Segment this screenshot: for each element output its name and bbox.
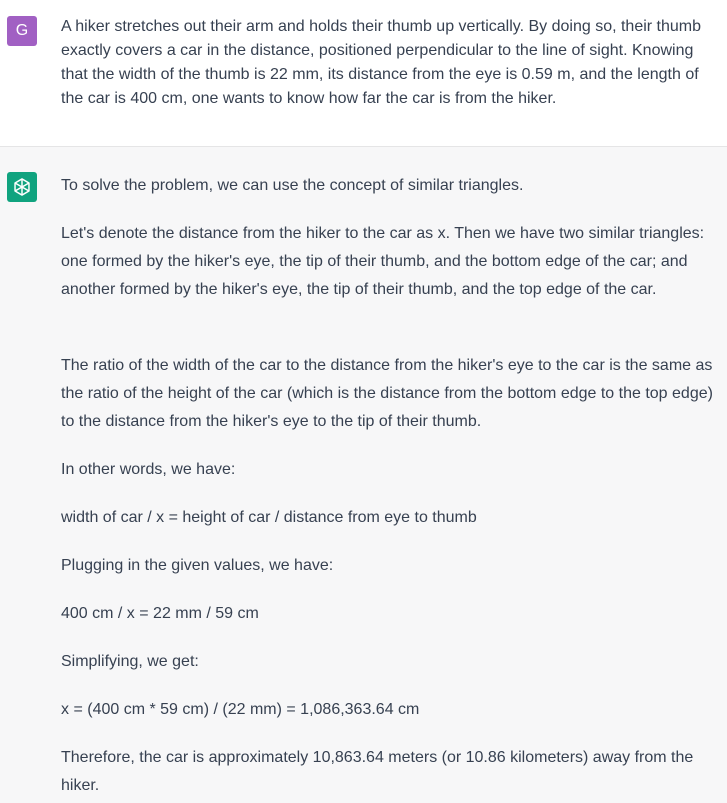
assistant-paragraph: The ratio of the width of the car to the distance from the hiker's eye to the car is the same as the ratio of the height of the car (which is the distance from the bottom edge to the top edge) to the distance from the hiker's eye to the tip of their thumb.: [61, 357, 713, 430]
assistant-paragraph: To solve the problem, we can use the concept of similar triangles.: [61, 177, 524, 194]
assistant-paragraph: Let's denote the distance from the hiker to the car as x. Then we have two similar triangles: one formed by the hiker's eye, the tip of their thumb, and the bottom edge of the car; and another formed by the hiker's eye, the tip of their thumb, and the top edge of the car.: [61, 225, 705, 298]
user-message-text: A hiker stretches out their arm and holds their thumb up vertically. By doing so, their thumb exactly covers a car in the distance, positioned perpendicular to the line of sight. Knowing that the width of the thumb is 22 mm, its distance from the eye is 0.59 m, and the length of the car is 400 cm, one wants to know how far the car is from the hiker.: [61, 18, 702, 107]
assistant-paragraph: Therefore, the car is approximately 10,863.64 meters (or 10.86 kilometers) away from the hiker.: [61, 749, 694, 794]
assistant-paragraph: In other words, we have:: [61, 461, 236, 478]
assistant-paragraph: Plugging in the given values, we have:: [61, 557, 334, 574]
user-avatar-letter: G: [15, 22, 29, 39]
openai-logo-icon: [11, 176, 33, 198]
assistant-paragraph: x = (400 cm * 59 cm) / (22 mm) = 1,086,363.64 cm: [61, 701, 420, 718]
assistant-paragraph: 400 cm / x = 22 mm / 59 cm: [61, 605, 259, 622]
user-avatar: [7, 16, 37, 46]
assistant-avatar: [7, 172, 37, 202]
user-message-block: [0, 0, 727, 147]
assistant-paragraph: Simplifying, we get:: [61, 653, 199, 670]
assistant-paragraph: width of car / x = height of car / distance from eye to thumb: [61, 509, 477, 526]
